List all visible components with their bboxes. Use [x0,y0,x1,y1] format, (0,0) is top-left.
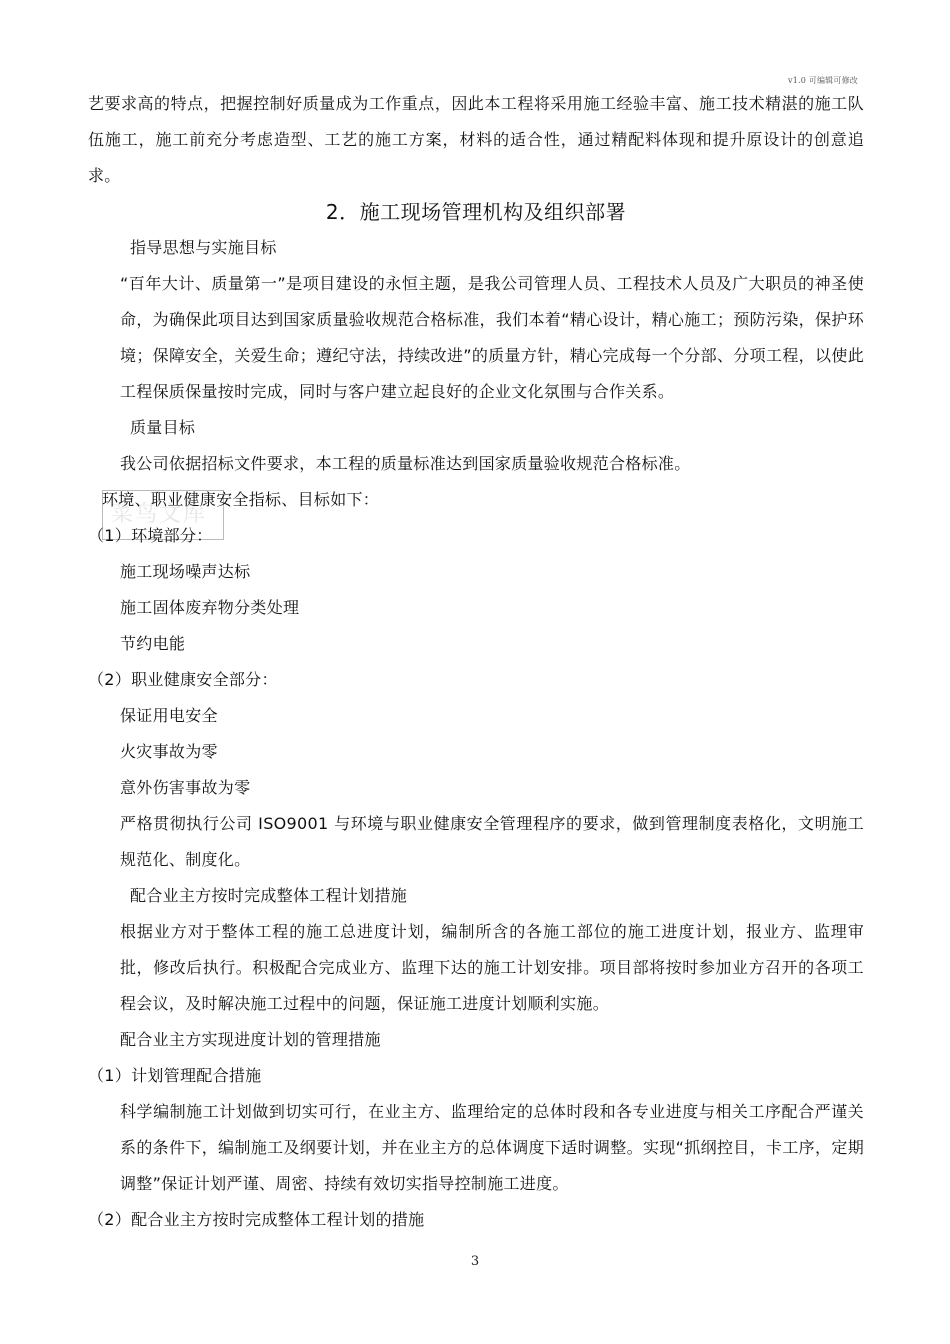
version-note: v1.0 可编辑可修改 [788,76,858,85]
document-body [88,86,864,1238]
ohs-item: 火灾事故为零 [120,742,218,761]
page-number: 3 [470,1254,480,1269]
plan-paragraph: 科学编制施工计划做到切实可行，在业主方、监理给定的总体时段和各专业进度与相关工序配合严谨关系的条件下，编制施工及纲要计划，并在业主方的总体调度下适时调整。实现“抓纲控目，卡工序，定期调整”保证计划严谨、周密、持续有效切实指导控制施工进度。 [120,1102,864,1193]
quality-paragraph: 我公司依据招标文件要求，本工程的质量标准达到国家质量验收规范合格标准。 [120,454,691,473]
env-part-label: （1）环境部分： [88,526,213,545]
subheading-cooperate: 配合业主方按时完成整体工程计划措施 [130,886,408,905]
watermark-text: 菜鸟文库 [111,502,208,527]
subheading-quality: 质量目标 [130,418,196,437]
iso-paragraph: 严格贯彻执行公司 ISO9001 与环境与职业健康安全管理程序的要求，做到管理制度表格化，文明施工规范化、制度化。 [120,814,864,869]
env-item: 节约电能 [120,634,186,653]
intro-paragraph: 艺要求高的特点，把握控制好质量成为工作重点，因此本工程将采用施工经验丰富、施工技术精湛的施工队伍施工，施工前充分考虑造型、工艺的施工方案，材料的适合性，通过精配料体现和提升原设计的创意追求。 [88,94,864,185]
env-item: 施工固体废弃物分类处理 [120,598,300,617]
subheading-schedule: 配合业主方实现进度计划的管理措施 [120,1030,381,1049]
guiding-paragraph: “百年大计、质量第一”是项目建设的永恒主题，是我公司管理人员、工程技术人员及广大职员的神圣使命，为确保此项目达到国家质量验收规范合格标准，我们本着“精心设计，精心施工；预防污染，保护环境；保障安全，关爱生命；遵纪守法，持续改进”的质量方针，精心完成每一个分部、分项工程，以使此工程保质保量按时完成，同时与客户建立起良好的企业文化氛围与合作关系。 [120,274,864,401]
section-heading: 2．施工现场管理机构及组织部署 [325,200,627,224]
plan-item-label: （1）计划管理配合措施 [88,1066,262,1085]
env-intro: 环境、职业健康安全指标、目标如下： [102,490,380,509]
ohs-item: 意外伤害事故为零 [120,778,251,797]
ohs-item: 保证用电安全 [120,706,218,725]
cooperate-paragraph: 根据业方对于整体工程的施工总进度计划，编制所含的各施工部位的施工进度计划，报业方、监理审批，修改后执行。积极配合完成业方、监理下达的施工计划安排。项目部将按时参加业方召开的各项工程会议，及时解决施工过程中的问题，保证施工进度计划顺利实施。 [120,922,864,1013]
subheading-guiding: 指导思想与实施目标 [130,238,277,257]
env-item: 施工现场噪声达标 [120,562,251,581]
ohs-part-label: （2）职业健康安全部分： [88,670,278,689]
ontime-item-label: （2）配合业主方按时完成整体工程计划的措施 [88,1210,425,1229]
